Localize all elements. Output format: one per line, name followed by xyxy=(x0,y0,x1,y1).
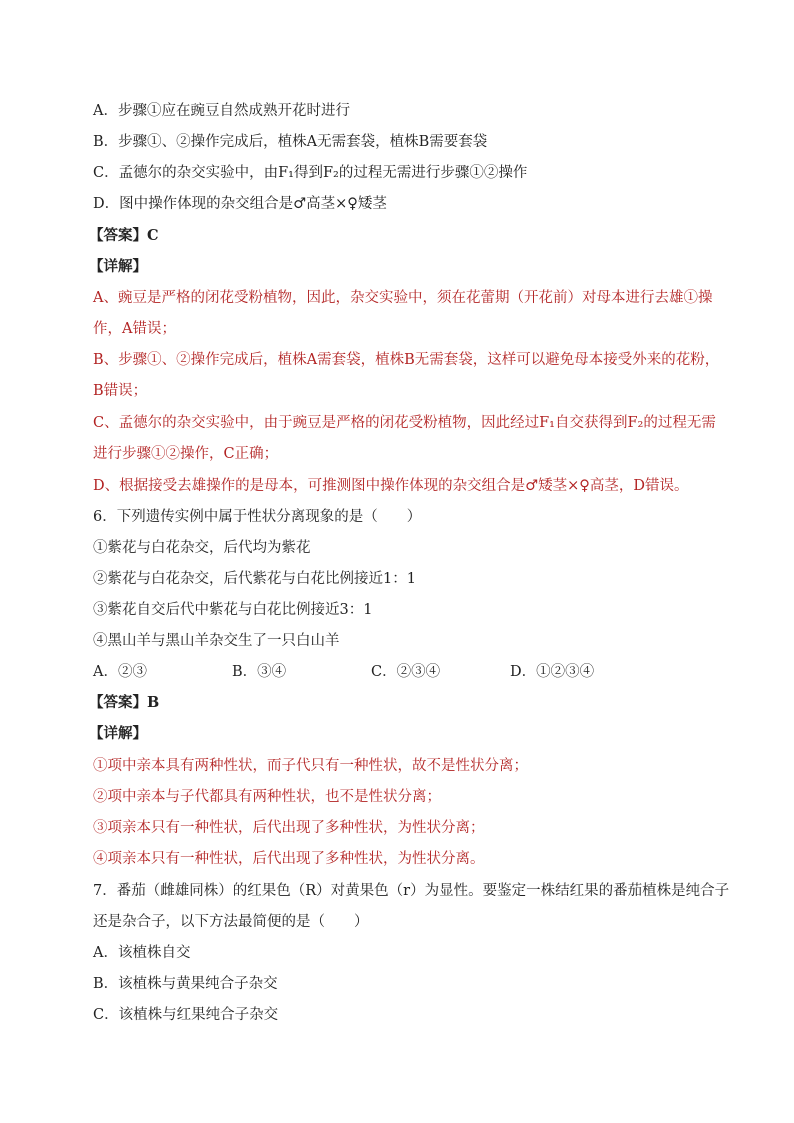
q6-item: ④黑山羊与黑山羊杂交生了一只白山羊 xyxy=(93,633,340,649)
q6-answer: 【答案】B xyxy=(89,694,160,711)
q5-explanation-line: C、孟德尔的杂交实验中，由于豌豆是严格的闭花受粉植物，因此经过F₁自交获得到F₂的过程无需 xyxy=(93,415,716,431)
q6-explanation-line: ④项亲本只有一种性状，后代出现了多种性状，为性状分离。 xyxy=(93,851,485,867)
q6-choice-a: A．②③ xyxy=(93,664,147,680)
q6-choice-d: D．①②③④ xyxy=(510,664,595,680)
q6-explanation-line: ①项中亲本具有两种性状，而子代只有一种性状，故不是性状分离； xyxy=(93,758,528,774)
q5-answer: 【答案】C xyxy=(89,227,159,244)
q6-choice-c: C．②③④ xyxy=(371,664,441,680)
q5-option-d: D．图中操作体现的杂交组合是♂高茎×♀矮茎 xyxy=(93,196,387,212)
q5-explanation-line: 进行步骤①②操作，C正确； xyxy=(93,446,279,462)
q6-detail-label: 【详解】 xyxy=(89,725,147,742)
q7-option-a: A．该植株自交 xyxy=(93,945,191,961)
q5-explanation-line: D、根据接受去雄操作的是母本，可推测图中操作体现的杂交组合是♂矮茎×♀高茎，D错误。 xyxy=(93,478,689,494)
q7-option-c: C．该植株与红果纯合子杂交 xyxy=(93,1007,279,1023)
q5-detail-label: 【详解】 xyxy=(89,258,147,275)
q5-explanation-line: B错误； xyxy=(93,383,148,399)
q6-item: ②紫花与白花杂交，后代紫花与白花比例接近1：1 xyxy=(93,571,416,587)
q7-stem-line: 7．番茄（雌雄同株）的红果色（R）对黄果色（r）为显性。要鉴定一株结红果的番茄植株是纯合子 xyxy=(93,883,730,899)
q6-explanation-line: ③项亲本只有一种性状，后代出现了多种性状，为性状分离； xyxy=(93,820,485,836)
q6-item: ③紫花自交后代中紫花与白花比例接近3：1 xyxy=(93,602,373,618)
q5-option-a: A．步骤①应在豌豆自然成熟开花时进行 xyxy=(93,103,350,119)
q6-item: ①紫花与白花杂交，后代均为紫花 xyxy=(93,540,311,556)
q5-option-b: B．步骤①、②操作完成后，植株A无需套袋，植株B需要套袋 xyxy=(93,134,488,150)
q7-option-b: B．该植株与黄果纯合子杂交 xyxy=(93,976,278,992)
q6-choice-b: B．③④ xyxy=(232,664,287,680)
q6-stem: 6．下列遗传实例中属于性状分离现象的是（ ） xyxy=(93,509,422,525)
q7-stem-line: 还是杂合子，以下方法最简便的是（ ） xyxy=(93,914,369,930)
q5-explanation-line: 作，A错误； xyxy=(93,321,176,337)
q6-explanation-line: ②项中亲本与子代都具有两种性状，也不是性状分离； xyxy=(93,789,441,805)
q5-option-c: C．孟德尔的杂交实验中，由F₁得到F₂的过程无需进行步骤①②操作 xyxy=(93,165,528,181)
q5-explanation-line: A、豌豆是严格的闭花受粉植物，因此，杂交实验中，须在花蕾期（开花前）对母本进行去雄①操 xyxy=(93,290,713,306)
q5-explanation-line: B、步骤①、②操作完成后，植株A需套袋，植株B无需套袋，这样可以避免母本接受外来的花粉， xyxy=(93,352,720,368)
